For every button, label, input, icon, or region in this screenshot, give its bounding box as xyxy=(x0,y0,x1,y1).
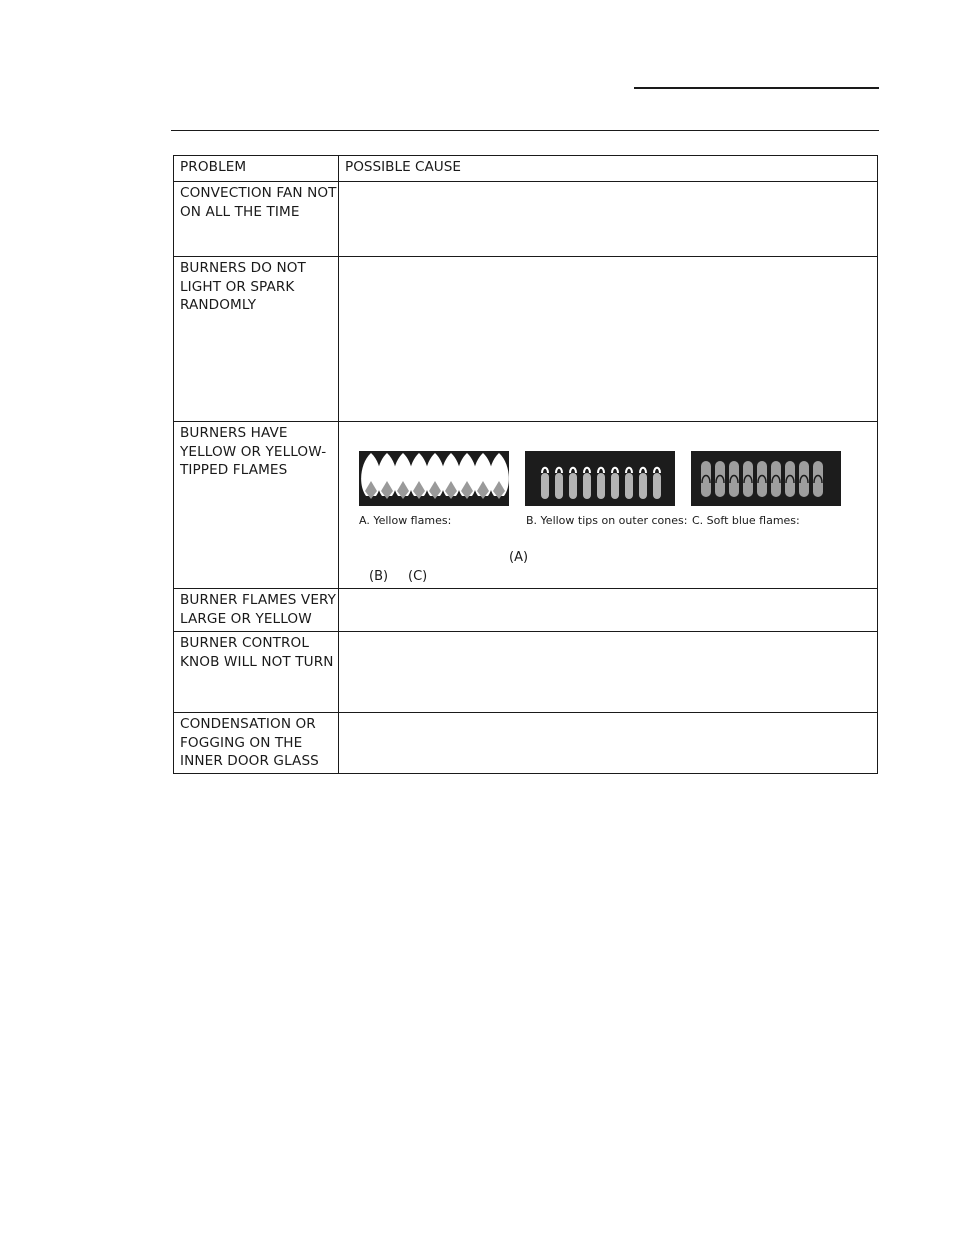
problem-cell: CONDENSATION OR FOGGING ON THE INNER DOOR GLASS xyxy=(174,713,339,773)
flame-ref-b: (B) xyxy=(369,569,389,584)
problem-column-header: PROBLEM xyxy=(174,156,339,181)
table-row xyxy=(174,256,877,421)
cause-column-header: POSSIBLE CAUSE xyxy=(345,159,461,175)
flame-ref-c: (C) xyxy=(408,569,428,584)
troubleshooting-table xyxy=(173,155,878,774)
soft-blue-flames-caption: C. Soft blue flames: xyxy=(692,514,800,527)
yellow-tipped-flames-image xyxy=(525,451,675,506)
cause-cell xyxy=(339,422,877,588)
table-row xyxy=(174,181,877,256)
table-row xyxy=(174,712,877,773)
header-rule-short xyxy=(634,87,879,89)
table-row xyxy=(174,421,877,588)
problem-cell: BURNER CONTROL KNOB WILL NOT TURN xyxy=(174,632,339,712)
cause-cell xyxy=(339,713,877,773)
cause-cell xyxy=(339,182,877,256)
yellow-tips-caption: B. Yellow tips on outer cones: xyxy=(526,514,688,527)
soft-blue-flames-image xyxy=(691,451,841,506)
yellow-flames-caption: A. Yellow flames: xyxy=(359,514,452,527)
problem-cell: BURNER FLAMES VERY LARGE OR YELLOW xyxy=(174,589,339,631)
table-row xyxy=(174,588,877,631)
problem-cell: BURNERS DO NOT LIGHT OR SPARK RANDOMLY xyxy=(174,257,339,421)
flame-ref-a: (A) xyxy=(509,550,529,565)
problem-cell: CONVECTION FAN NOT ON ALL THE TIME xyxy=(174,182,339,256)
header-rule-long xyxy=(171,130,879,131)
table-row xyxy=(174,631,877,712)
cause-cell xyxy=(339,632,877,712)
yellow-flames-image xyxy=(359,451,509,506)
cause-cell xyxy=(339,589,877,631)
problem-cell: BURNERS HAVE YELLOW OR YELLOW-TIPPED FLAMES xyxy=(174,422,339,588)
cause-cell xyxy=(339,257,877,421)
table-header-row xyxy=(174,156,877,181)
